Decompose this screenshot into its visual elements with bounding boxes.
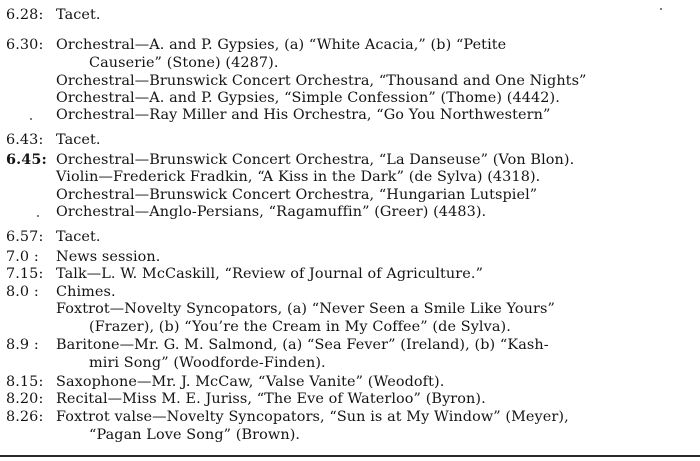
scan-speck <box>37 215 39 217</box>
entry-line: Tacet. <box>56 7 101 23</box>
entry-line: Tacet. <box>56 132 101 148</box>
scan-speck <box>30 118 32 120</box>
entry-line: Causerie” (Stone) (4287). <box>89 55 279 71</box>
entry-line: Recital—Miss M. E. Juriss, “The Eve of Waterloo” (Byron). <box>56 391 486 407</box>
entry-line: Foxtrot—Novelty Syncopators, (a) “Never Seen a Smile Like Yours” <box>56 301 555 317</box>
scan-speck <box>660 8 662 10</box>
entry-time: 6.43: <box>6 132 44 148</box>
entry-line: Saxophone—Mr. J. McCaw, “Valse Vanite” (Weodoft). <box>56 374 445 390</box>
entry-line: Chimes. <box>56 284 116 300</box>
entry-line: “Pagan Love Song” (Brown). <box>89 427 301 443</box>
entry-line: Orchestral—Brunswick Concert Orchestra, “La Danseuse” (Von Blon). <box>56 152 575 168</box>
entry-line: Orchestral—Ray Miller and His Orchestra, “Go You Northwestern” <box>56 107 551 123</box>
entry-time: 6.30: <box>6 37 44 53</box>
entry-line: Talk—L. W. McCaskill, “Review of Journal of Agriculture.” <box>56 266 484 282</box>
entry-line: Baritone—Mr. G. M. Salmond, (a) “Sea Fever” (Ireland), (b) “Kash- <box>56 337 549 353</box>
entry-line: Tacet. <box>56 229 101 245</box>
entry-line: Orchestral—Brunswick Concert Orchestra, “Hungarian Lutspiel” <box>56 187 538 203</box>
entry-time: 8.0 : <box>6 284 39 300</box>
entry-line: Orchestral—Anglo-Persians, “Ragamuffin” (Greer) (4483). <box>56 204 487 220</box>
entry-line: miri Song” (Woodforde-Finden). <box>89 355 326 371</box>
bottom-rule <box>0 455 700 457</box>
entry-line: Orchestral—Brunswick Concert Orchestra, “Thousand and One Nights” <box>56 73 587 89</box>
entry-line: (Frazer), (b) “You’re the Cream in My Coffee” (de Sylva). <box>89 319 511 335</box>
entry-time: 8.9 : <box>6 337 39 353</box>
entry-time: 6.57: <box>6 229 44 245</box>
entry-time: 6.28: <box>6 7 44 23</box>
entry-line: News session. <box>56 249 161 265</box>
entry-time: 6.45: <box>6 151 47 168</box>
entry-line: Violin—Frederick Fradkin, “A Kiss in the Dark” (de Sylva) (4318). <box>56 169 541 185</box>
entry-line: Orchestral—A. and P. Gypsies, (a) “White Acacia,” (b) “Petite <box>56 37 507 53</box>
entry-time: 7.15: <box>6 266 44 282</box>
entry-line: Orchestral—A. and P. Gypsies, “Simple Confession” (Thome) (4442). <box>56 90 560 106</box>
entry-line: Foxtrot valse—Novelty Syncopators, “Sun is at My Window” (Meyer), <box>56 409 569 425</box>
entry-time: 8.20: <box>6 391 44 407</box>
entry-time: 8.26: <box>6 409 44 425</box>
entry-time: 8.15: <box>6 374 44 390</box>
entry-time: 7.0 : <box>6 249 39 265</box>
